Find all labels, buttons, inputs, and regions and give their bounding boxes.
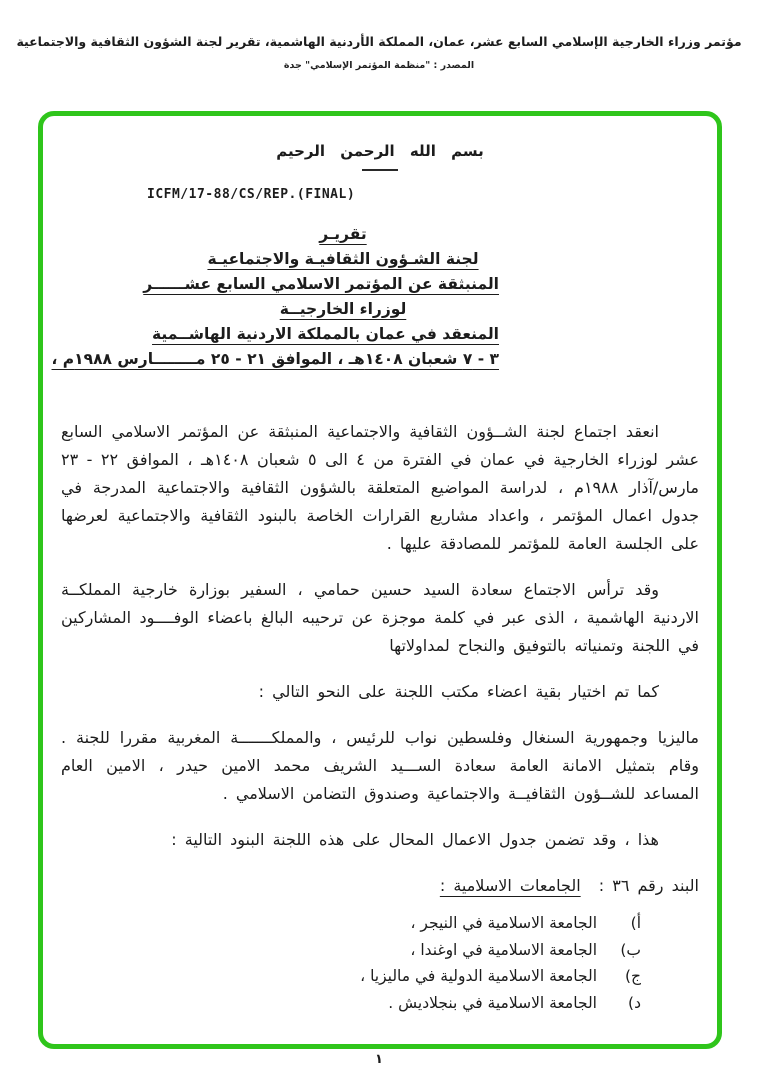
list-item-marker: ج) [624, 967, 641, 985]
document-frame [38, 111, 722, 1049]
title-line: لوزراء الخارجيــة [279, 300, 407, 318]
header-title: مؤتمر وزراء الخارجية الإسلامي السابع عشر، عمان، المملكة الأردنية الهاشمية، تقرير لجنة الشؤون الثقافية والاجتماعية [16, 34, 742, 49]
list-item-marker: د) [628, 993, 641, 1012]
title-line: ٣ - ٧ شعبان ١٤٠٨هـ ، الموافق ٢١ - ٢٥ مــــــــارس ١٩٨٨م ، [51, 350, 499, 368]
paragraph-officers: ماليزيا وجمهورية السنغال وفلسطين نواب للرئيس ، والمملكـــــــة المغربية مقررا للجنة . وقام بتمثيل الامانة العامة سعادة الســـيد الشريف محمد الامين حيدر ، الامين العام المساعد للشــؤون الثقافيــة والاجتماعية وصندوق التضامن الاسلامي . [61, 728, 699, 803]
list-item [61, 910, 641, 937]
agenda-item-heading [61, 872, 699, 900]
paragraph-agenda-intro: هذا ، وقد تضمن جدول الاعمال المحال على هذه اللجنة البنود التالية : [171, 830, 659, 849]
list-item-text: الجامعة الاسلامية الدولية في ماليزيا ، [360, 967, 597, 985]
title-block [51, 222, 499, 372]
header-source: المصدر : "منظمة المؤتمر الإسلامي" جدة [283, 60, 475, 71]
document-header [0, 34, 758, 71]
agenda-item-title: الجامعات الاسلامية : [439, 876, 581, 895]
paragraph-chairman: وقد ترأس الاجتماع سعادة السيد حسين حمامي ، السفير بوزارة خارجية المملكــة الاردنية الهاشمية ، الذى عبر في كلمة موجزة عن ترحيبه البالغ باعضاء الوفــــود المشاركين في اللجنة وتمنياته بالتوفيق والنجاح لمداولاتها [61, 580, 699, 655]
title-line: المنبثقة عن المؤتمر الاسلامي السابع عشــــــر [143, 275, 499, 293]
list-item-marker: ب) [620, 940, 641, 959]
basmala: بسم الله الرحمن الرحيم [276, 142, 484, 160]
page-number: ١ [375, 1052, 383, 1067]
title-line: لجنة الشـؤون الثقافيـة والاجتماعيـة [207, 250, 479, 268]
paragraph-opening: انعقد اجتماع لجنة الشــؤون الثقافية والاجتماعية المنبثقة عن المؤتمر الاسلامي السابع عشر لوزراء الخارجية في عمان في الفترة من ٤ الى ٥ شعبان ١٤٠٨هـ ، الموافق ٢٢ - ٢٣ مارس/آذار ١٩٨٨م ، لدراسة المواضيع المتعلقة بالشؤون الثقافية والاجتماعية المدرجة في جدول اعمال المؤتمر ، واعداد مشاريع القرارات الخاصة بالبنود الثقافية والاجتماعية لعرضها على الجلسة العامة للمؤتمر للمصادقة عليها . [61, 422, 700, 553]
agenda-item-label: البند رقم ٣٦ : [598, 876, 699, 895]
list-item [61, 990, 641, 1017]
paragraph-bureau: كما تم اختيار بقية اعضاء مكتب اللجنة على النحو التالي : [258, 682, 659, 701]
universities-list [61, 910, 641, 1016]
title-line: المنعقد في عمان بالمملكة الاردنية الهاشــمية [152, 325, 499, 343]
title-line: تقريـر [319, 225, 367, 243]
list-item-text: الجامعة الاسلامية في اوغندا ، [410, 940, 597, 959]
list-item-text: الجامعة الاسلامية في بنجلاديش . [388, 993, 597, 1012]
basmala-divider [362, 169, 398, 171]
list-item-text: الجامعة الاسلامية في النيجر ، [410, 914, 597, 932]
list-item [61, 937, 641, 964]
document-body [61, 418, 699, 1016]
list-item-marker: أ) [630, 914, 641, 932]
reference-number: ICFM/17-88/CS/REP.(FINAL) [147, 187, 356, 202]
list-item [61, 963, 641, 990]
